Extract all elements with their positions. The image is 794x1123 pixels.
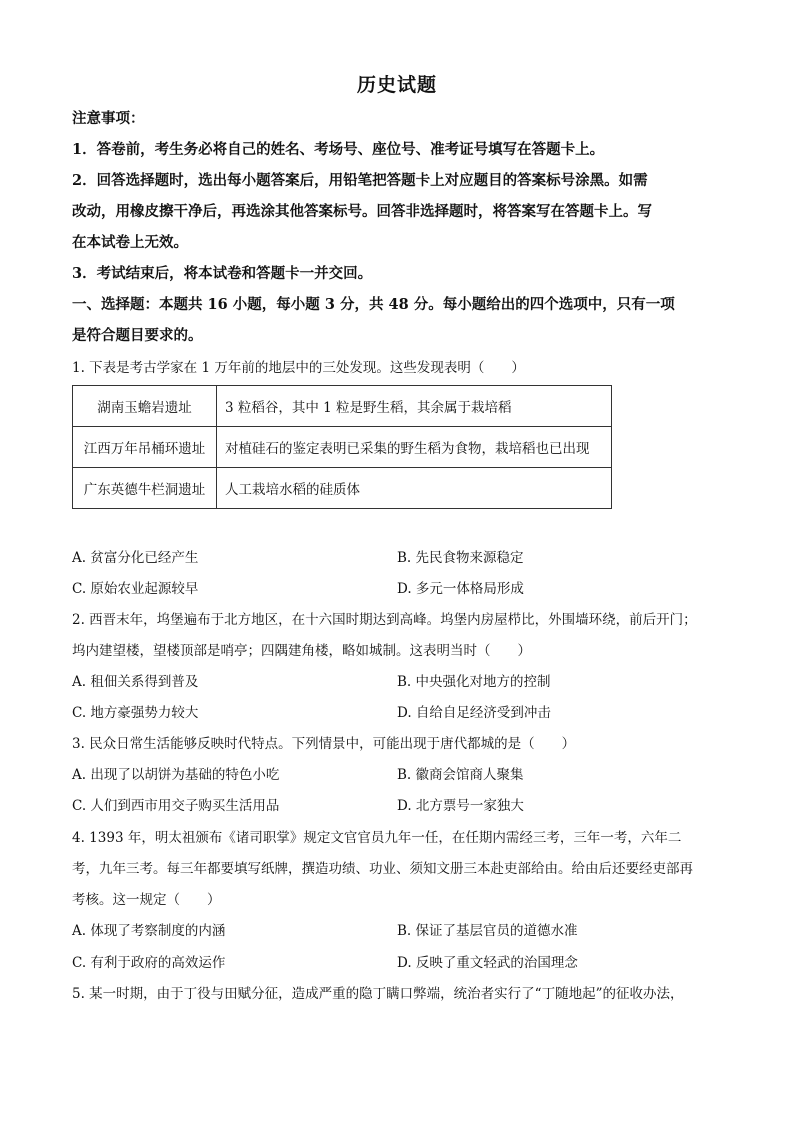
option-d: D. 反映了重文轻武的治国理念 bbox=[397, 955, 578, 971]
question-4-stem: 4. 1393 年，明太祖颁布《诸司职掌》规定文官官员九年一任，在任期内需经三考，三年一考，六年二 bbox=[72, 830, 682, 846]
option-a: A. 出现了以胡饼为基础的特色小吃 bbox=[72, 767, 280, 783]
table-row bbox=[73, 468, 612, 509]
notice-item: 3．考试结束后，将本试卷和答题卡一并交回。 bbox=[72, 265, 373, 282]
question-2-stem-cont: 坞内建望楼，望楼顶部是哨亭；四隅建角楼，略如城制。这表明当时（ ） bbox=[72, 643, 531, 659]
table-cell-finding: 对植硅石的鉴定表明已采集的野生稻为食物，栽培稻也已出现 bbox=[217, 427, 612, 468]
question-4-stem-cont: 考，九年三考。每三年都要填写纸牌，撰造功绩、功业、须知文册三本赴吏部给由。给由后还要经吏部再 bbox=[72, 861, 693, 877]
notice-item: 1．答卷前，考生务必将自己的姓名、考场号、座位号、准考证号填写在答题卡上。 bbox=[72, 141, 605, 158]
option-d: D. 自给自足经济受到冲击 bbox=[397, 705, 551, 721]
section-heading: 一、选择题：本题共 16 小题，每小题 3 分，共 48 分。每小题给出的四个选项中，只有一项 bbox=[72, 296, 675, 313]
notice-item: 改动，用橡皮擦干净后，再选涂其他答案标号。回答非选择题时，将答案写在答题卡上。写 bbox=[72, 203, 652, 220]
question-1-stem: 1. 下表是考古学家在 1 万年前的地层中的三处发现。这些发现表明（ ） bbox=[72, 360, 525, 376]
option-a: A. 租佃关系得到普及 bbox=[72, 674, 199, 690]
table-cell-finding: 3 粒稻谷，其中 1 粒是野生稻，其余属于栽培稻 bbox=[217, 386, 612, 427]
notice-item: 在本试卷上无效。 bbox=[72, 234, 188, 251]
option-a: A. 贫富分化已经产生 bbox=[72, 550, 199, 566]
option-d: D. 多元一体格局形成 bbox=[397, 581, 524, 597]
table-cell-finding: 人工栽培水稻的硅质体 bbox=[217, 468, 612, 509]
option-c: C. 原始农业起源较早 bbox=[72, 581, 199, 597]
question-2-stem: 2. 西晋末年，坞堡遍布于北方地区，在十六国时期达到高峰。坞堡内房屋栉比，外围墙环绕，前后开门； bbox=[72, 612, 697, 628]
notice-heading: 注意事项： bbox=[72, 110, 145, 127]
table-cell-site: 湖南玉蟾岩遗址 bbox=[73, 386, 217, 427]
option-d: D. 北方票号一家独大 bbox=[397, 798, 524, 814]
option-c: C. 地方豪强势力较大 bbox=[72, 705, 199, 721]
table-cell-site: 广东英德牛栏洞遗址 bbox=[73, 468, 217, 509]
question-3-stem: 3. 民众日常生活能够反映时代特点。下列情景中，可能出现于唐代都城的是（ ） bbox=[72, 736, 576, 752]
table-cell-site: 江西万年吊桶环遗址 bbox=[73, 427, 217, 468]
notice-item: 2．回答选择题时，选出每小题答案后，用铅笔把答题卡上对应题目的答案标号涂黑。如需 bbox=[72, 172, 648, 189]
question-4-stem-cont: 考核。这一规定（ ） bbox=[72, 892, 221, 908]
table-row bbox=[73, 427, 612, 468]
option-b: B. 徽商会馆商人聚集 bbox=[397, 767, 524, 783]
page-title: 历史试题 bbox=[356, 74, 437, 96]
table-row bbox=[73, 386, 612, 427]
question-1-table bbox=[72, 385, 612, 509]
option-b: B. 中央强化对地方的控制 bbox=[397, 674, 551, 690]
option-c: C. 有利于政府的高效运作 bbox=[72, 955, 226, 971]
section-heading-cont: 是符合题目要求的。 bbox=[72, 327, 203, 344]
option-b: B. 先民食物来源稳定 bbox=[397, 550, 524, 566]
option-c: C. 人们到西市用交子购买生活用品 bbox=[72, 798, 280, 814]
option-b: B. 保证了基层官员的道德水准 bbox=[397, 923, 578, 939]
question-5-stem: 5. 某一时期，由于丁役与田赋分征，造成严重的隐丁瞒口弊端，统治者实行了“丁随地起”的征收办法， bbox=[72, 986, 684, 1002]
option-a: A. 体现了考察制度的内涵 bbox=[72, 923, 226, 939]
